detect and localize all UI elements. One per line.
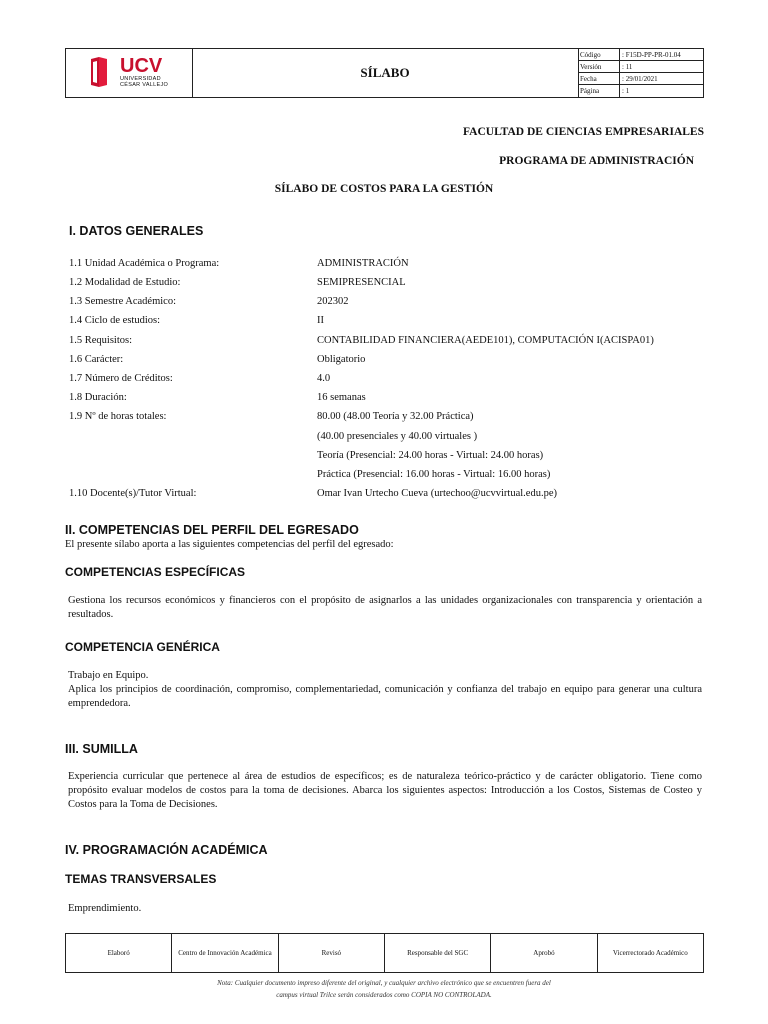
dg-hours-detail: Práctica (Presencial: 16.00 horas - Virtual: 16.00 horas) [317, 469, 551, 480]
dg-value: II [317, 315, 324, 326]
dg-label: 1.6 Carácter: [69, 354, 124, 365]
competencias-intro: El presente sílabo aporta a las siguientes competencias del perfil del egresado: [65, 539, 394, 550]
dg-value: SEMIPRESENCIAL [317, 277, 406, 288]
temas-transversales-title: TEMAS TRANSVERSALES [65, 872, 217, 886]
dg-label: 1.9 Nº de horas totales: [69, 411, 167, 422]
document-title: SÍLABO [192, 49, 579, 97]
dg-label: 1.5 Requisitos: [69, 335, 133, 346]
competencias-especificas-title: COMPETENCIAS ESPECÍFICAS [65, 565, 246, 579]
meta-row-version: Versión : 11 [578, 61, 703, 73]
approval-cell-elaboro: Elaboró [66, 934, 172, 972]
dg-value: ADMINISTRACIÓN [317, 258, 409, 269]
approval-cell-vicerrectorado: Vicerrectorado Académico [612, 949, 688, 957]
logo-line2: CÉSAR VALLEJO [120, 82, 169, 88]
dg-label: 1.7 Número de Créditos: [69, 373, 173, 384]
dg-label: 1.8 Duración: [69, 392, 127, 403]
dg-value: 4.0 [317, 373, 331, 384]
section-competencias-title: II. COMPETENCIAS DEL PERFIL DEL EGRESADO [65, 523, 359, 537]
competencia-generica-name: Trabajo en Equipo. [68, 670, 149, 681]
footer-note-line1: Nota: Cualquier documento impreso diferente del original, y cualquier archivo electrónico que se encuentren fuera del [217, 979, 551, 987]
approval-cell-centro: Centro de Innovación Académica [172, 934, 278, 972]
dg-teacher-value: Omar Ivan Urtecho Cueva (urtechoo@ucvvirtual.edu.pe) [317, 488, 557, 499]
dg-value: CONTABILIDAD FINANCIERA(AEDE101), COMPUTACIÓN I(ACISPA01) [317, 335, 654, 346]
dg-value: 202302 [317, 296, 349, 307]
footer-note-line2: campus virtual Trilce serán considerados como COPIA NO CONTROLADA. [276, 991, 492, 999]
approval-cell-aprobo: Aprobó [491, 934, 597, 972]
dg-label: 1.3 Semestre Académico: [69, 296, 177, 307]
logo-line1: UNIVERSIDAD [120, 76, 161, 82]
section-sumilla-title: III. SUMILLA [65, 742, 138, 756]
dg-value: 80.00 (48.00 Teoría y 32.00 Práctica) [317, 411, 474, 422]
dg-label: 1.2 Modalidad de Estudio: [69, 277, 181, 288]
program-title: PROGRAMA DE ADMINISTRACIÓN [499, 155, 694, 167]
logo-brand: UCV [120, 55, 163, 77]
temas-transversales-text: Emprendimiento. [68, 903, 142, 914]
meta-row-codigo: Código : F15D-PP-PR-01.04 [578, 49, 703, 61]
section-programacion-title: IV. PROGRAMACIÓN ACADÉMICA [65, 843, 268, 857]
dg-label: 1.1 Unidad Académica o Programa: [69, 258, 220, 269]
dg-label: 1.4 Ciclo de estudios: [69, 315, 160, 326]
dg-hours-detail: Teoría (Presencial: 24.00 horas - Virtual: 24.00 horas) [317, 450, 544, 461]
competencias-especificas-text: Gestiona los recursos económicos y financieros con el propósito de asignarlos a las unidades organizacionales con transparencia y orientación a resultados. [68, 595, 702, 620]
meta-row-fecha: Fecha : 29/01/2021 [578, 73, 703, 85]
sumilla-text: Experiencia curricular que pertenece al área de estudios de específicos; es de naturaleza teórico-práctico y de carácter obligatorio. Tiene como propósito evaluar modelos de costos para la toma de decisiones. Abarca los siguientes aspectos: Introducción a los Costos, Sistemas de Costeo y Costos para la Toma de Decisiones. [68, 771, 702, 810]
document-header [65, 48, 704, 98]
approval-cell-reviso: Revisó [279, 934, 385, 972]
dg-value: Obligatorio [317, 354, 366, 365]
section-datos-generales-title: I. DATOS GENERALES [69, 224, 204, 238]
approval-table [65, 933, 704, 973]
ucv-shield-icon [91, 57, 107, 87]
document-meta [578, 49, 703, 97]
dg-value: 16 semanas [317, 392, 366, 403]
approval-cell-responsable: Responsable del SGC [385, 934, 491, 972]
competencia-generica-title: COMPETENCIA GENÉRICA [65, 640, 220, 654]
faculty-title: FACULTAD DE CIENCIAS EMPRESARIALES [462, 126, 704, 138]
competencia-generica-text: Aplica los principios de coordinación, compromiso, complementariedad, comunicación y confianza del trabajo en equipo para generar una cultura emprendedora. [68, 684, 702, 709]
footer-note [180, 977, 588, 1001]
meta-row-pagina: Página : 1 [580, 87, 630, 95]
syllabus-title: SÍLABO DE COSTOS PARA LA GESTIÓN [274, 183, 494, 195]
university-logo [66, 49, 193, 97]
dg-hours-detail: (40.00 presenciales y 40.00 virtuales ) [317, 431, 478, 442]
dg-label: 1.10 Docente(s)/Tutor Virtual: [69, 488, 197, 499]
